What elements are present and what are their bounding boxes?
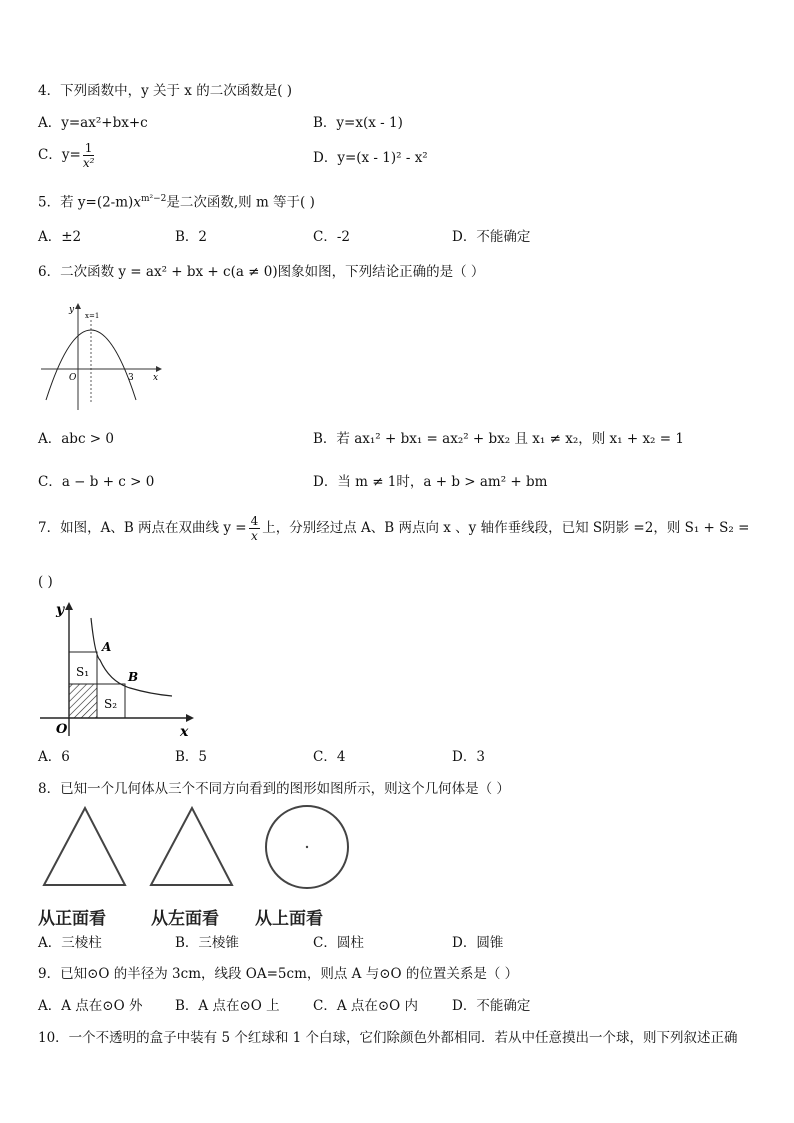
q10-stem: 10．一个不透明的盒子中装有 5 个红球和 1 个白球，它们除颜色外都相同．若从中任意摸出一个球，则下列叙述正确: [38, 1030, 738, 1046]
q5-option-b: B．2: [175, 229, 208, 245]
q5-option-c: C．-2: [313, 229, 350, 245]
q7-stem: [38, 515, 749, 542]
q8-circle-center-dot: [306, 846, 308, 848]
q7-origin-label: O: [56, 722, 68, 737]
q6-parabola-graph: [38, 300, 163, 415]
q8-stem: 8．已知一个几何体从三个不同方向看到的图形如图所示，则这个几何体是（ ）: [38, 781, 510, 797]
q8-top-view-circle: [262, 804, 352, 890]
q7-option-a: A．6: [38, 749, 70, 765]
q8-triangle-front: [44, 808, 125, 885]
q7-x-arrow: [186, 714, 194, 722]
q5-stem-exp: m²−2: [140, 194, 167, 204]
q4-option-c-fraction: [83, 142, 95, 169]
q5-option-d: D．不能确定: [452, 229, 531, 245]
q6-option-a: A．abc > 0: [38, 431, 114, 447]
q8-caption-front: 从正面看: [38, 909, 106, 929]
q7-s2-label: S₂: [104, 697, 118, 711]
q6-y-label: y: [69, 305, 75, 315]
q8-caption-left: 从左面看: [151, 909, 219, 929]
q4-c-denominator: x²: [82, 156, 95, 170]
q7-stem-pre: 7．如图，A、B 两点在双曲线 y =: [38, 520, 247, 536]
q6-x-arrow: [156, 366, 162, 372]
q8-left-view-triangle: [147, 804, 237, 890]
q7-stem-post: 上，分别经过点 A、B 两点向 x 、y 轴作垂线段，已知 S阴影 =2，则 S₁ + S₂ =: [262, 520, 750, 536]
q7-a-label: A: [102, 640, 112, 654]
q4-stem: 4．下列函数中，y 关于 x 的二次函数是( ): [38, 83, 293, 99]
q7-option-c: C．4: [313, 749, 346, 765]
q6-x-label: x: [153, 373, 159, 383]
q8-front-view-triangle: [40, 804, 130, 890]
q6-y-arrow: [75, 303, 81, 309]
q7-denominator: x: [251, 529, 258, 543]
q5-stem: [38, 195, 315, 210]
q7-option-b: B．5: [175, 749, 208, 765]
q7-s1-label: S₁: [76, 665, 90, 679]
q5-stem-pow: x: [133, 194, 141, 211]
q5-option-a: A．±2: [38, 229, 82, 245]
q5-stem-pre: 5．若 y=(2-m): [38, 194, 134, 211]
q9-option-b: B．A 点在⊙O 上: [175, 998, 280, 1014]
q9-option-a: A．A 点在⊙O 外: [38, 998, 143, 1014]
q6-option-d: D．当 m ≠ 1时，a + b > am² + bm: [313, 474, 548, 490]
q8-option-b: B．三棱锥: [175, 935, 239, 951]
q4-c-numerator: 1: [84, 141, 93, 155]
q7-stem-fraction: [249, 515, 261, 542]
q7-paren: ( ): [38, 574, 53, 590]
q8-triangle-left: [151, 808, 232, 885]
q9-option-c: C．A 点在⊙O 内: [313, 998, 419, 1014]
q4-option-a: A．y=ax²+bx+c: [38, 115, 148, 131]
q6-option-b: B．若 ax₁² + bx₁ = ax₂² + bx₂ 且 x₁ ≠ x₂，则 x₁ + x₂ = 1: [313, 431, 684, 447]
q5-stem-post: 是二次函数,则 m 等于( ): [166, 194, 315, 211]
q7-option-d: D．3: [452, 749, 485, 765]
q9-stem: 9．已知⊙O 的半径为 3cm，线段 OA=5cm，则点 A 与⊙O 的位置关系是（ ）: [38, 966, 519, 982]
q8-caption-top: 从上面看: [255, 909, 323, 929]
q7-y-arrow: [65, 602, 73, 610]
q7-b-label: B: [128, 670, 139, 684]
q6-origin-label: O: [69, 373, 77, 383]
q9-option-d: D．不能确定: [452, 998, 531, 1014]
q4-option-c-prefix: C．y=: [38, 147, 81, 163]
q6-stem: 6．二次函数 y = ax² + bx + c(a ≠ 0)图象如图，下列结论正确的是（ ）: [38, 264, 485, 280]
q7-shaded-region: [69, 684, 97, 718]
q7-numerator: 4: [250, 514, 259, 528]
q8-option-a: A．三棱柱: [38, 935, 102, 951]
q6-option-c: C．a − b + c > 0: [38, 474, 155, 490]
q7-x-label: x: [180, 724, 189, 740]
q6-root-label: 3: [128, 373, 134, 383]
q4-option-b: B．y=x(x - 1): [313, 115, 403, 131]
q4-option-c: [38, 142, 96, 169]
q4-option-d: D．y=(x - 1)² - x²: [313, 150, 428, 166]
q7-y-label: y: [56, 602, 65, 618]
q8-option-d: D．圆锥: [452, 935, 504, 951]
q8-option-c: C．圆柱: [313, 935, 364, 951]
q7-hyperbola-graph: [38, 598, 198, 740]
q6-axis-label: x=1: [85, 312, 100, 320]
